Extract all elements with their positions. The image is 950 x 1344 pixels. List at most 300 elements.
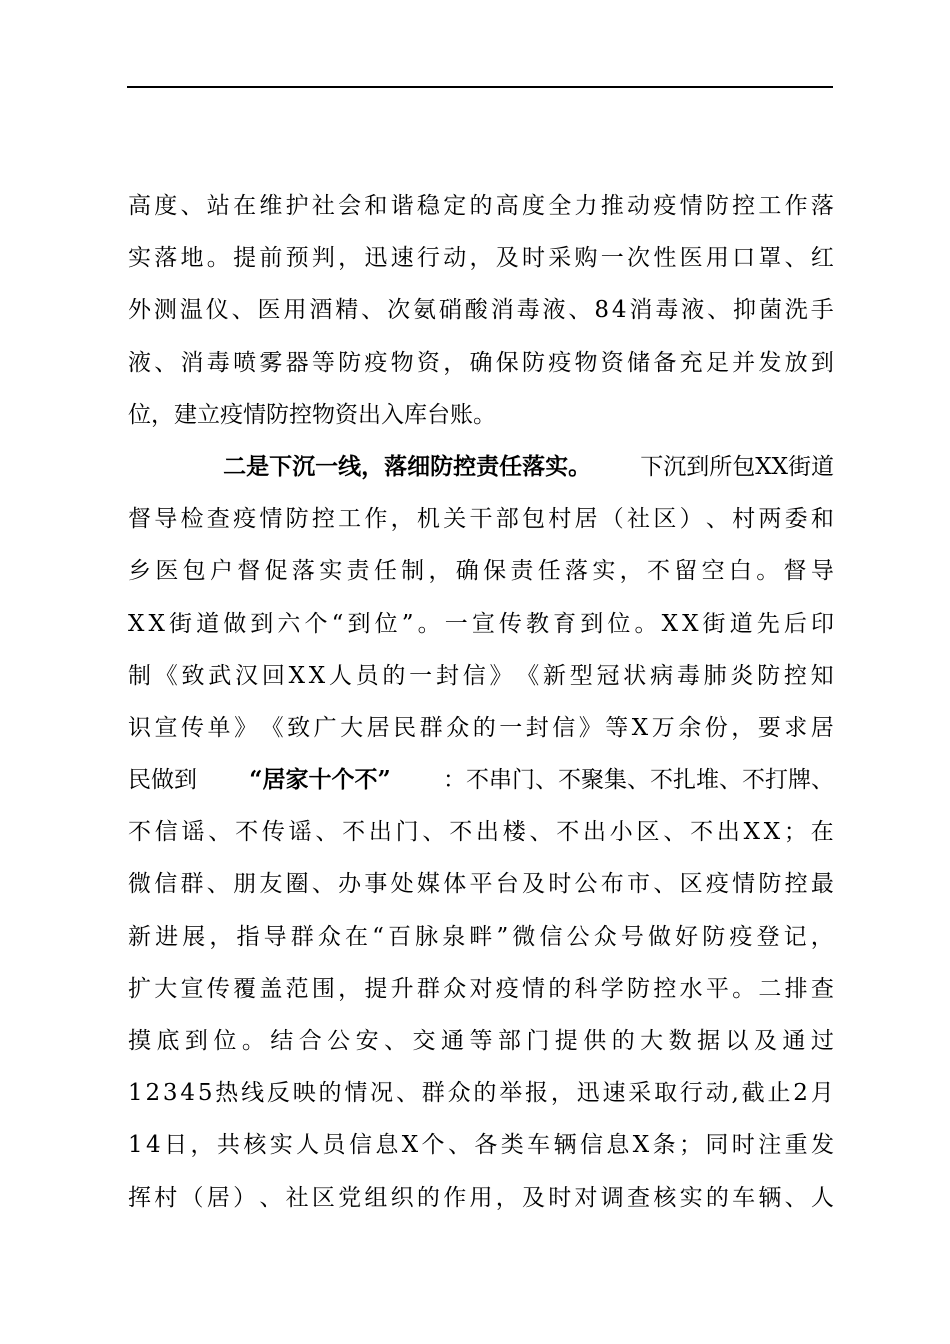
text-char: 控 (732, 193, 756, 219)
text-char: 控 (311, 506, 335, 533)
text-char: 条 (652, 1132, 676, 1159)
text-char: 包 (521, 506, 545, 533)
text-char: 车 (732, 1184, 756, 1211)
text-char: 实 (679, 1184, 703, 1211)
text-char: 查 (810, 975, 834, 1002)
text-char: 宣 (471, 610, 495, 637)
text-char: 大 (640, 1028, 664, 1054)
text-char: 发 (758, 349, 782, 376)
text-char: 情 (344, 1080, 368, 1107)
text-line (128, 650, 834, 702)
text-char: 友 (259, 871, 283, 898)
text-char: ， (619, 558, 643, 585)
text-char: 公 (566, 923, 590, 950)
text-char: 宣 (180, 975, 204, 1002)
text-char: 维 (259, 193, 283, 219)
text-char: 群 (421, 1080, 445, 1107)
text-char: 炎 (730, 662, 754, 689)
text-char: 先 (756, 610, 780, 637)
text-char: 众 (443, 975, 467, 1002)
text-line (128, 337, 834, 389)
text-char: , (731, 1080, 739, 1107)
text-line (128, 858, 834, 910)
text-char: 疫 (705, 871, 729, 898)
text-char: 定 (443, 193, 467, 219)
text-char: 居 (574, 506, 598, 533)
text-char: 通 (782, 1028, 806, 1054)
text-char: 留 (674, 558, 698, 585)
text-char: 站 (206, 193, 230, 219)
text-char: 武 (208, 662, 232, 689)
text-char: 圈 (285, 871, 309, 898)
text-char: 群 (416, 975, 440, 1002)
text-char: 事 (364, 871, 388, 898)
text-char: 教 (526, 610, 550, 637)
text-char: 确 (455, 558, 479, 585)
text-char: 位 (213, 1028, 237, 1054)
text-char: 预 (285, 245, 309, 272)
text-char: 广 (313, 714, 337, 741)
text-char: 会 (338, 193, 362, 219)
text-char: 科 (574, 975, 598, 1002)
text-char: X (128, 610, 145, 637)
text-char: 街 (168, 610, 192, 637)
text-char: 防 (758, 871, 782, 898)
text-char: 及 (521, 1184, 545, 1211)
text-char: 况 (370, 1080, 394, 1107)
text-char: 公 (574, 871, 598, 898)
text-char: 提 (554, 1028, 578, 1054)
text-char: 对 (574, 1184, 598, 1211)
text-char: 肺 (703, 662, 727, 689)
text-char: 前 (259, 245, 283, 272)
text-char: ， (443, 349, 467, 376)
text-char: 群 (180, 871, 204, 898)
text-char: 。 (206, 245, 230, 272)
text-char: 实 (592, 558, 616, 585)
text-char: 员 (322, 1132, 346, 1159)
text-char: 防 (702, 923, 726, 950)
text-char: 医 (257, 297, 281, 324)
text-char: 民 (393, 714, 417, 741)
text-char: 的 (548, 975, 572, 1002)
text-char: 稳 (416, 193, 440, 219)
text-char: 息 (375, 1132, 399, 1159)
text-char: 储 (627, 349, 651, 376)
text-char: ） (233, 1184, 257, 1211)
text-char: 液 (128, 349, 151, 376)
text-char: 液 (681, 297, 705, 324)
text-char: ； (783, 819, 807, 846)
text-char: 热 (215, 1080, 239, 1107)
text-char: 酸 (464, 297, 488, 324)
text-char: 封 (525, 714, 549, 741)
text-line (128, 963, 834, 1015)
text-char: 度 (154, 193, 178, 219)
text-char: 医 (679, 245, 703, 272)
text-char: 外 (128, 297, 151, 324)
text-char: 。 (241, 1028, 265, 1054)
text-char: 党 (338, 1184, 362, 1211)
text-char: 学 (600, 975, 624, 1002)
text-char: 。 (732, 975, 756, 1002)
text-char: 、 (568, 297, 592, 324)
text-char: 止 (767, 1080, 791, 1107)
text-char: 体 (443, 871, 467, 898)
text-char: 、 (154, 349, 178, 376)
text-char: 的 (416, 1184, 440, 1211)
text-char: 任 (537, 558, 561, 585)
text-char: 进 (155, 923, 179, 950)
text-char: 白 (728, 558, 752, 585)
text-char: 落 (810, 193, 834, 219)
text-char: ” (401, 610, 414, 637)
text-char: 升 (390, 975, 414, 1002)
text-char: 的 (382, 662, 406, 689)
text-char: 员 (355, 662, 379, 689)
text-char: 众 (317, 923, 341, 950)
text-char: 到 (810, 349, 834, 376)
text-char: 据 (697, 1028, 721, 1054)
text-char: 要 (757, 714, 781, 741)
text-char: 安 (355, 1028, 379, 1054)
text-char: 、 (259, 1184, 283, 1211)
text-char: 映 (292, 1080, 316, 1107)
bold-slogan: “居家十个不” (249, 766, 391, 794)
text-char: ， (428, 558, 452, 585)
text-char: 人 (328, 662, 352, 689)
text-char: 日 (164, 1132, 188, 1159)
text-char: X (631, 714, 649, 741)
text-char: 信 (539, 923, 563, 950)
text-char: 迅 (364, 245, 388, 272)
text-char: 群 (419, 714, 443, 741)
text-line (128, 493, 834, 545)
text-char: 、 (180, 193, 204, 219)
text-char: 型 (569, 662, 593, 689)
text-char: 百 (388, 923, 412, 950)
text-char: 资 (416, 349, 440, 376)
text-char: 防 (521, 349, 545, 376)
text-char: 平 (705, 975, 729, 1002)
text-char: 动 (627, 193, 651, 219)
text-char: X (743, 819, 760, 846)
text-char: 区 (679, 871, 703, 898)
text-char: 防 (757, 662, 781, 689)
text-char: 用 (469, 1184, 493, 1211)
text-char: 次 (627, 245, 651, 272)
text-char: 好 (675, 923, 699, 950)
text-char: 个 (304, 610, 328, 637)
text-char: 判 (311, 245, 335, 272)
text-char: 用 (705, 245, 729, 272)
text-char: 和 (810, 506, 834, 533)
text-char: 菌 (758, 297, 782, 324)
text-char: 酒 (309, 297, 333, 324)
text-char: 及 (521, 871, 545, 898)
text-char: 导 (263, 923, 287, 950)
text-char: 对 (469, 975, 493, 1002)
text-char: 求 (784, 714, 808, 741)
text-char: 排 (784, 975, 808, 1002)
text-char: 截 (741, 1080, 765, 1107)
text-char: 责 (346, 558, 370, 585)
text-char: 的 (473, 1080, 497, 1107)
text-char: 社 (285, 1184, 309, 1211)
text-char: 行 (416, 245, 440, 272)
text-char: 放 (784, 349, 808, 376)
text-char: 关 (443, 506, 467, 533)
body-text (128, 180, 834, 1224)
text-char: 反 (266, 1080, 290, 1107)
text-segment: 下沉到所包XX街道 (640, 453, 834, 480)
text-char: 洗 (784, 297, 808, 324)
text-char: 六 (277, 610, 301, 637)
text-char: 器 (285, 349, 309, 376)
text-char: 众 (447, 1080, 471, 1107)
text-char: ， (495, 1184, 519, 1211)
text-line (128, 598, 834, 650)
text-char: 查 (627, 1184, 651, 1211)
text-char: 注 (758, 1132, 782, 1159)
text-char: 新 (543, 662, 566, 689)
text-char: 过 (810, 1028, 834, 1054)
text-char: 传 (498, 610, 522, 637)
text-char: 导 (154, 506, 178, 533)
text-char: 最 (810, 871, 834, 898)
text-char: 谣 (181, 819, 205, 846)
text-char: ， (469, 245, 493, 272)
text-char: 督 (128, 506, 151, 533)
text-char: 、 (784, 1184, 808, 1211)
text-char: 朋 (233, 871, 257, 898)
text-char: 温 (179, 297, 203, 324)
text-char: 任 (373, 558, 397, 585)
text-char: 、 (384, 1028, 408, 1054)
text-char: 泉 (442, 923, 466, 950)
text-char: 疫 (548, 349, 572, 376)
text-char: 挥 (128, 1184, 151, 1211)
text-char: 村 (732, 506, 756, 533)
text-char: 喷 (233, 349, 257, 376)
text-char: 疫 (729, 923, 753, 950)
text-char: 、 (208, 819, 232, 846)
text-char: 地 (180, 245, 204, 272)
text-char: 控 (784, 871, 808, 898)
text-char: 防 (285, 506, 309, 533)
text-segment: 位，建立疫情防控物资出入库台账。 (128, 401, 496, 428)
text-char: 月 (810, 1080, 834, 1107)
text-char: 时 (521, 245, 545, 272)
text-char: 2 (793, 1080, 808, 1107)
text-char: 8 (594, 297, 609, 324)
text-char: 落 (154, 245, 178, 272)
text-char: 4 (146, 1132, 161, 1159)
text-char: 4 (180, 1080, 195, 1107)
text-char: 作 (364, 506, 388, 533)
text-char: 余 (678, 714, 702, 741)
text-char: 促 (264, 558, 288, 585)
text-char: 一 (600, 245, 624, 272)
text-char: 出 (716, 819, 740, 846)
text-char: 》 (489, 662, 513, 689)
text-char: 检 (180, 506, 204, 533)
text-line (128, 284, 834, 336)
text-char: 督 (783, 558, 807, 585)
text-char: 次 (387, 297, 411, 324)
text-char: 村 (548, 506, 572, 533)
text-char: 辆 (758, 1184, 782, 1211)
text-char: 提 (233, 245, 257, 272)
text-char: 及 (495, 245, 519, 272)
text-char: 传 (181, 714, 205, 741)
text-char: 线 (241, 1080, 265, 1107)
text-char: 实 (269, 1132, 293, 1159)
text-char: 户 (209, 558, 233, 585)
text-char: 市 (627, 871, 651, 898)
text-char: 取 (654, 1080, 678, 1107)
text-char: 、 (529, 819, 553, 846)
text-line (128, 1119, 834, 1171)
text-char: 展 (182, 923, 206, 950)
text-char: 制 (401, 558, 425, 585)
text-char: 。 (756, 558, 780, 585)
text-char: 重 (784, 1132, 808, 1159)
text-char: 物 (574, 349, 598, 376)
text-char: 谣 (288, 819, 312, 846)
text-char: 精 (335, 297, 359, 324)
text-char: 罩 (758, 245, 782, 272)
text-char: ） (679, 506, 703, 533)
text-char: 速 (390, 245, 414, 272)
text-char: 和 (364, 193, 388, 219)
text-char: 数 (668, 1028, 692, 1054)
text-char: 指 (236, 923, 260, 950)
text-line (128, 754, 834, 806)
text-char: 保 (495, 349, 519, 376)
text-char: 等 (311, 349, 335, 376)
text-char: 疫 (233, 506, 257, 533)
text-char: 道 (729, 610, 753, 637)
text-char: 信 (552, 714, 576, 741)
text-char: 门 (395, 819, 419, 846)
text-char: 做 (223, 610, 247, 637)
text-char: ， (390, 506, 414, 533)
text-char: 核 (243, 1132, 267, 1159)
text-char: 的 (611, 1028, 635, 1054)
text-char: 病 (650, 662, 674, 689)
text-char: 雾 (259, 349, 283, 376)
text-char: 、 (707, 297, 731, 324)
text-char: 覆 (233, 975, 257, 1002)
text-char: ， (338, 245, 362, 272)
text-char: ， (810, 923, 834, 950)
text-char: 控 (653, 975, 677, 1002)
text-char: 合 (298, 1028, 322, 1054)
text-char: 《 (516, 662, 540, 689)
text-char: 乡 (128, 558, 151, 585)
text-char: 口 (732, 245, 756, 272)
text-char: 众 (446, 714, 470, 741)
text-char: 信 (348, 1132, 372, 1159)
text-char: 全 (548, 193, 572, 219)
text-char: 消 (490, 297, 514, 324)
text-char: 、 (653, 871, 677, 898)
text-char: 控 (783, 662, 807, 689)
text-char: 度 (521, 193, 545, 219)
text-char: 居 (366, 714, 390, 741)
text-char: 居 (810, 714, 834, 741)
text-char: X (661, 610, 678, 637)
text-line (128, 806, 834, 858)
text-char: 平 (469, 871, 493, 898)
text-char: 足 (705, 349, 729, 376)
text-char: 小 (609, 819, 633, 846)
text-char: 防 (338, 349, 362, 376)
text-char: 毒 (655, 297, 679, 324)
text-char: 出 (583, 819, 607, 846)
text-char: 消 (180, 349, 204, 376)
text-char: 车 (527, 1132, 551, 1159)
text-char: 致 (181, 662, 205, 689)
text-char: 通 (440, 1028, 464, 1054)
text-char: 《 (154, 662, 178, 689)
text-char: 不 (690, 819, 714, 846)
text-char: 到 (184, 1028, 208, 1054)
text-char: 传 (206, 975, 230, 1002)
text-char: 以 (725, 1028, 749, 1054)
text-char: 办 (338, 871, 362, 898)
text-char: X (763, 819, 781, 846)
text-char: 媒 (416, 871, 440, 898)
text-char: 毒 (676, 662, 700, 689)
text-char: 出 (475, 819, 499, 846)
text-char: 一 (499, 714, 523, 741)
text-char: 水 (679, 975, 703, 1002)
text-char: 防 (705, 193, 729, 219)
text-char: 疫 (495, 975, 519, 1002)
text-char: 。 (634, 610, 658, 637)
text-segment: 民做到 (128, 767, 197, 794)
text-char: 物 (390, 349, 414, 376)
text-char: 致 (287, 714, 311, 741)
text-char: 高 (128, 193, 151, 219)
text-char: 在 (345, 923, 368, 950)
text-char: 1 (128, 1080, 143, 1107)
text-char: 信 (154, 871, 178, 898)
text-char: 传 (261, 819, 285, 846)
text-char: 性 (653, 245, 677, 272)
text-char: 情 (259, 506, 283, 533)
text-line (128, 180, 834, 232)
text-char: 的 (469, 193, 493, 219)
text-line (128, 232, 834, 284)
text-char: 1 (128, 1132, 143, 1159)
text-char: 到 (347, 610, 371, 637)
text-char: 手 (810, 297, 834, 324)
text-char: 一 (409, 662, 433, 689)
text-char: 登 (756, 923, 780, 950)
text-char: 不 (342, 819, 366, 846)
text-char: 门 (526, 1028, 550, 1054)
text-char: ， (731, 714, 755, 741)
text-char: 空 (701, 558, 725, 585)
text-char: 范 (285, 975, 309, 1002)
text-char: 做 (648, 923, 672, 950)
text-char: 、 (315, 819, 339, 846)
text-char: 到 (580, 610, 604, 637)
text-char: 液 (542, 297, 566, 324)
